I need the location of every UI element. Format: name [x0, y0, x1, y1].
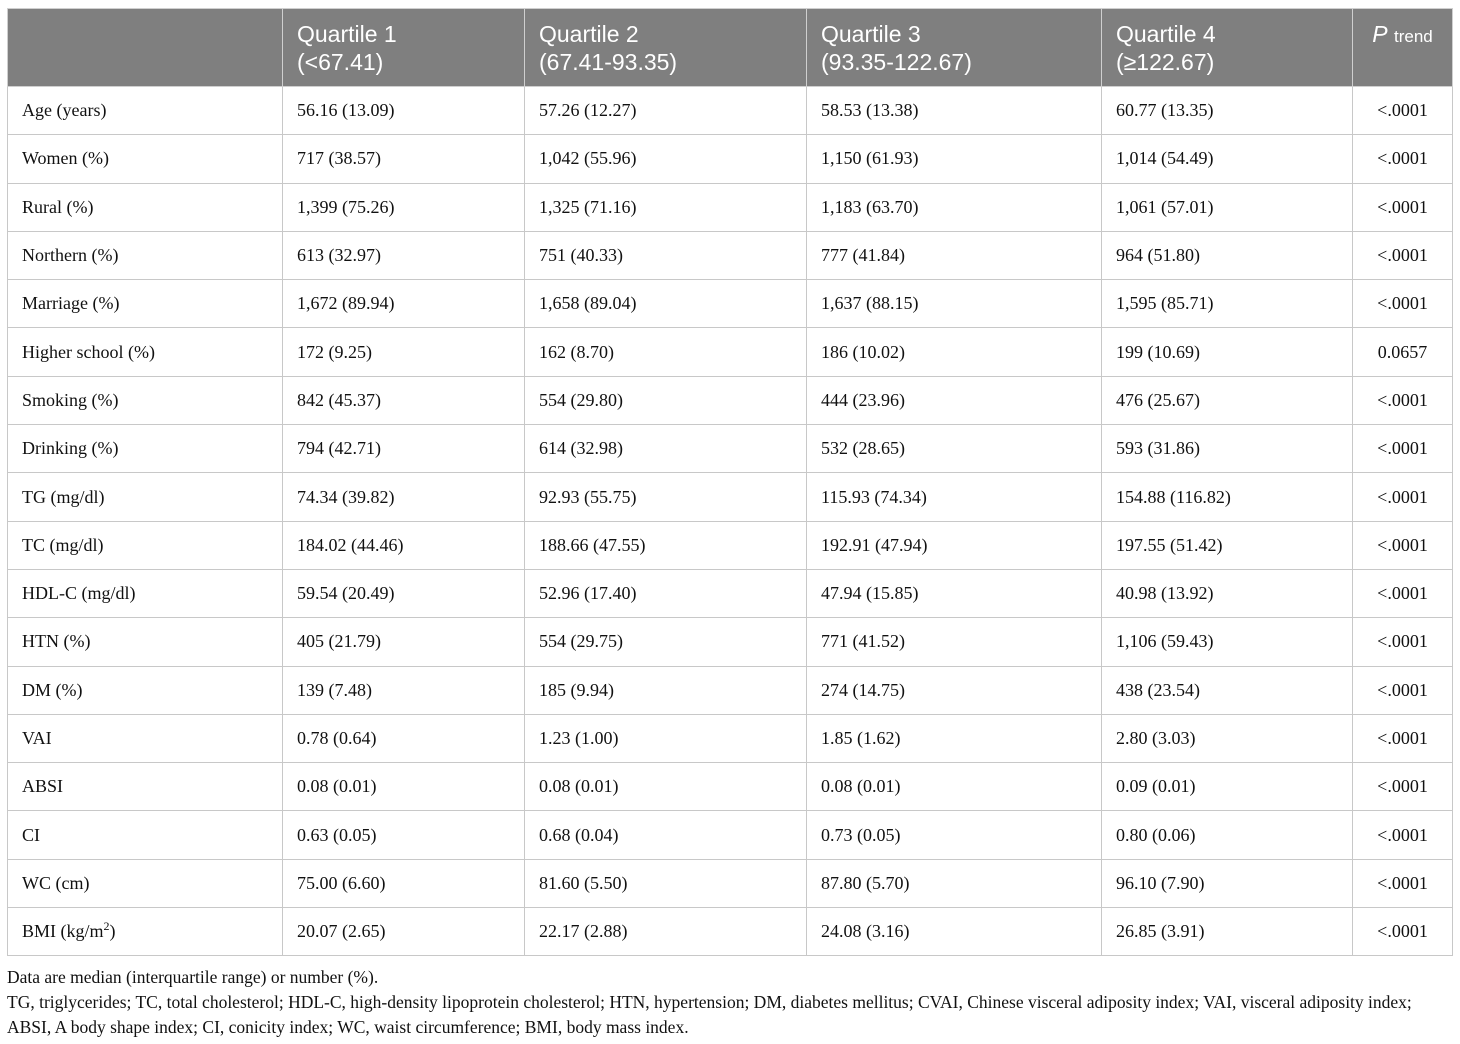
cell-q4: 1,106 (59.43) [1102, 618, 1353, 666]
header-range: (≥122.67) [1116, 49, 1215, 75]
cell-q2: 52.96 (17.40) [525, 569, 807, 617]
table-footnotes [7, 965, 1455, 1040]
cell-q3: 0.73 (0.05) [807, 811, 1102, 859]
cell-q3: 777 (41.84) [807, 231, 1102, 279]
cell-q3: 0.08 (0.01) [807, 763, 1102, 811]
cell-q4: 2.80 (3.03) [1102, 714, 1353, 762]
cell-q1: 59.54 (20.49) [283, 569, 525, 617]
cell-q4: 438 (23.54) [1102, 666, 1353, 714]
table-row [8, 87, 1453, 135]
p-symbol: P [1372, 21, 1388, 47]
cell-q1: 794 (42.71) [283, 425, 525, 473]
cell-q3: 24.08 (3.16) [807, 908, 1102, 956]
table-row [8, 425, 1453, 473]
cell-q4: 476 (25.67) [1102, 376, 1353, 424]
cell-q3: 47.94 (15.85) [807, 569, 1102, 617]
row-label: VAI [8, 714, 283, 762]
cell-q2: 188.66 (47.55) [525, 521, 807, 569]
row-label: ABSI [8, 763, 283, 811]
cell-q3: 532 (28.65) [807, 425, 1102, 473]
cell-q2: 614 (32.98) [525, 425, 807, 473]
cell-q2: 22.17 (2.88) [525, 908, 807, 956]
cell-q3: 274 (14.75) [807, 666, 1102, 714]
cell-q1: 139 (7.48) [283, 666, 525, 714]
header-row [8, 9, 1453, 87]
cell-p-value: <.0001 [1353, 666, 1453, 714]
header-cell-quartile-3 [807, 9, 1102, 87]
table-row [8, 280, 1453, 328]
cell-p-value: <.0001 [1353, 811, 1453, 859]
cell-q2: 92.93 (55.75) [525, 473, 807, 521]
header-title: Quartile 3 [821, 21, 921, 47]
footnote-data-description: Data are median (interquartile range) or number (%). [7, 967, 379, 987]
cell-q4: 964 (51.80) [1102, 231, 1353, 279]
table-row [8, 666, 1453, 714]
cell-q3: 1,637 (88.15) [807, 280, 1102, 328]
table-wrapper [7, 8, 1452, 956]
cell-q2: 1,042 (55.96) [525, 135, 807, 183]
cell-q1: 184.02 (44.46) [283, 521, 525, 569]
bmi-label-prefix: BMI (kg/m [22, 921, 104, 942]
cell-q3: 87.80 (5.70) [807, 859, 1102, 907]
cell-q4: 1,061 (57.01) [1102, 183, 1353, 231]
header-title: Quartile 4 [1116, 21, 1216, 47]
row-label: Northern (%) [8, 231, 283, 279]
row-label: Women (%) [8, 135, 283, 183]
table-row [8, 135, 1453, 183]
cell-q1: 842 (45.37) [283, 376, 525, 424]
cell-p-value: <.0001 [1353, 135, 1453, 183]
table-row [8, 183, 1453, 231]
cell-q2: 554 (29.75) [525, 618, 807, 666]
table-row [8, 569, 1453, 617]
cell-p-value: <.0001 [1353, 521, 1453, 569]
cell-q4: 60.77 (13.35) [1102, 87, 1353, 135]
row-label: Drinking (%) [8, 425, 283, 473]
cell-p-value: <.0001 [1353, 908, 1453, 956]
table-row [8, 376, 1453, 424]
table-row [8, 231, 1453, 279]
row-label: CI [8, 811, 283, 859]
table-row [8, 521, 1453, 569]
header-range: (93.35-122.67) [821, 49, 972, 75]
cell-q2: 162 (8.70) [525, 328, 807, 376]
cell-q3: 186 (10.02) [807, 328, 1102, 376]
table-row [8, 763, 1453, 811]
cell-p-value: <.0001 [1353, 376, 1453, 424]
cell-q3: 192.91 (47.94) [807, 521, 1102, 569]
cell-q2: 1.23 (1.00) [525, 714, 807, 762]
cell-q1: 20.07 (2.65) [283, 908, 525, 956]
header-range: (<67.41) [297, 49, 384, 75]
cell-q2: 1,325 (71.16) [525, 183, 807, 231]
row-label [8, 908, 283, 956]
cell-q1: 172 (9.25) [283, 328, 525, 376]
cell-q4: 199 (10.69) [1102, 328, 1353, 376]
row-label: HDL-C (mg/dl) [8, 569, 283, 617]
cell-q2: 1,658 (89.04) [525, 280, 807, 328]
cell-p-value: <.0001 [1353, 763, 1453, 811]
cell-p-value: <.0001 [1353, 618, 1453, 666]
cell-q1: 717 (38.57) [283, 135, 525, 183]
row-label: WC (cm) [8, 859, 283, 907]
cell-q3: 115.93 (74.34) [807, 473, 1102, 521]
cell-q4: 1,595 (85.71) [1102, 280, 1353, 328]
cell-q4: 0.09 (0.01) [1102, 763, 1353, 811]
cell-q4: 40.98 (13.92) [1102, 569, 1353, 617]
cell-q3: 444 (23.96) [807, 376, 1102, 424]
table-row [8, 859, 1453, 907]
cell-p-value: <.0001 [1353, 859, 1453, 907]
header-range: (67.41-93.35) [539, 49, 678, 75]
cell-q4: 197.55 (51.42) [1102, 521, 1353, 569]
header-cell-quartile-1 [283, 9, 525, 87]
row-label: HTN (%) [8, 618, 283, 666]
header-cell-variable [8, 9, 283, 87]
cell-p-value: <.0001 [1353, 280, 1453, 328]
cell-q4: 96.10 (7.90) [1102, 859, 1353, 907]
bmi-label-sup: 2 [103, 919, 110, 934]
cell-q1: 74.34 (39.82) [283, 473, 525, 521]
cell-q3: 1,183 (63.70) [807, 183, 1102, 231]
cell-q2: 185 (9.94) [525, 666, 807, 714]
cell-q3: 771 (41.52) [807, 618, 1102, 666]
cell-q4: 593 (31.86) [1102, 425, 1353, 473]
cell-p-value: <.0001 [1353, 714, 1453, 762]
cell-q4: 26.85 (3.91) [1102, 908, 1353, 956]
row-label: TC (mg/dl) [8, 521, 283, 569]
cell-q2: 81.60 (5.50) [525, 859, 807, 907]
row-label: TG (mg/dl) [8, 473, 283, 521]
row-label: Marriage (%) [8, 280, 283, 328]
cell-q1: 0.63 (0.05) [283, 811, 525, 859]
cell-q1: 405 (21.79) [283, 618, 525, 666]
cell-q1: 0.08 (0.01) [283, 763, 525, 811]
cell-q3: 1.85 (1.62) [807, 714, 1102, 762]
cell-q2: 751 (40.33) [525, 231, 807, 279]
cell-q3: 58.53 (13.38) [807, 87, 1102, 135]
cell-q1: 1,399 (75.26) [283, 183, 525, 231]
table-row [8, 473, 1453, 521]
row-label: Higher school (%) [8, 328, 283, 376]
header-cell-p-trend [1353, 9, 1453, 87]
cell-p-value: <.0001 [1353, 425, 1453, 473]
cell-p-value: <.0001 [1353, 569, 1453, 617]
cell-q4: 154.88 (116.82) [1102, 473, 1353, 521]
cell-q1: 1,672 (89.94) [283, 280, 525, 328]
cell-p-value: <.0001 [1353, 231, 1453, 279]
row-label: Age (years) [8, 87, 283, 135]
header-cell-quartile-2 [525, 9, 807, 87]
cell-p-value: <.0001 [1353, 183, 1453, 231]
p-subscript: trend [1393, 27, 1433, 46]
row-label: DM (%) [8, 666, 283, 714]
table-row-bmi [8, 908, 1453, 956]
cell-p-value: <.0001 [1353, 473, 1453, 521]
bmi-label-suffix: ) [109, 921, 116, 942]
table-row [8, 328, 1453, 376]
row-label: Smoking (%) [8, 376, 283, 424]
row-label: Rural (%) [8, 183, 283, 231]
cell-q4: 1,014 (54.49) [1102, 135, 1353, 183]
table-row [8, 714, 1453, 762]
cell-q4: 0.80 (0.06) [1102, 811, 1353, 859]
cell-q1: 0.78 (0.64) [283, 714, 525, 762]
cell-q1: 75.00 (6.60) [283, 859, 525, 907]
cell-q2: 0.68 (0.04) [525, 811, 807, 859]
cell-q3: 1,150 (61.93) [807, 135, 1102, 183]
table-row [8, 811, 1453, 859]
cell-p-value: 0.0657 [1353, 328, 1453, 376]
footnote-abbreviations: TG, triglycerides; TC, total cholesterol; HDL-C, high-density lipoprotein cholesterol; HTN, hypertension; DM, diabetes mellitus; CVAI, Chinese visceral adiposity index; VAI, visceral adiposity index; ABSI, A body shape index; CI, conicity index; WC, waist circumference; BMI, body mass index. [7, 992, 1412, 1037]
cell-q1: 613 (32.97) [283, 231, 525, 279]
baseline-characteristics-table [7, 8, 1453, 956]
cell-p-value: <.0001 [1353, 87, 1453, 135]
cell-q2: 0.08 (0.01) [525, 763, 807, 811]
cell-q2: 57.26 (12.27) [525, 87, 807, 135]
header-title: Quartile 2 [539, 21, 639, 47]
table-row [8, 618, 1453, 666]
cell-q1: 56.16 (13.09) [283, 87, 525, 135]
header-title: Quartile 1 [297, 21, 397, 47]
cell-q2: 554 (29.80) [525, 376, 807, 424]
header-cell-quartile-4 [1102, 9, 1353, 87]
